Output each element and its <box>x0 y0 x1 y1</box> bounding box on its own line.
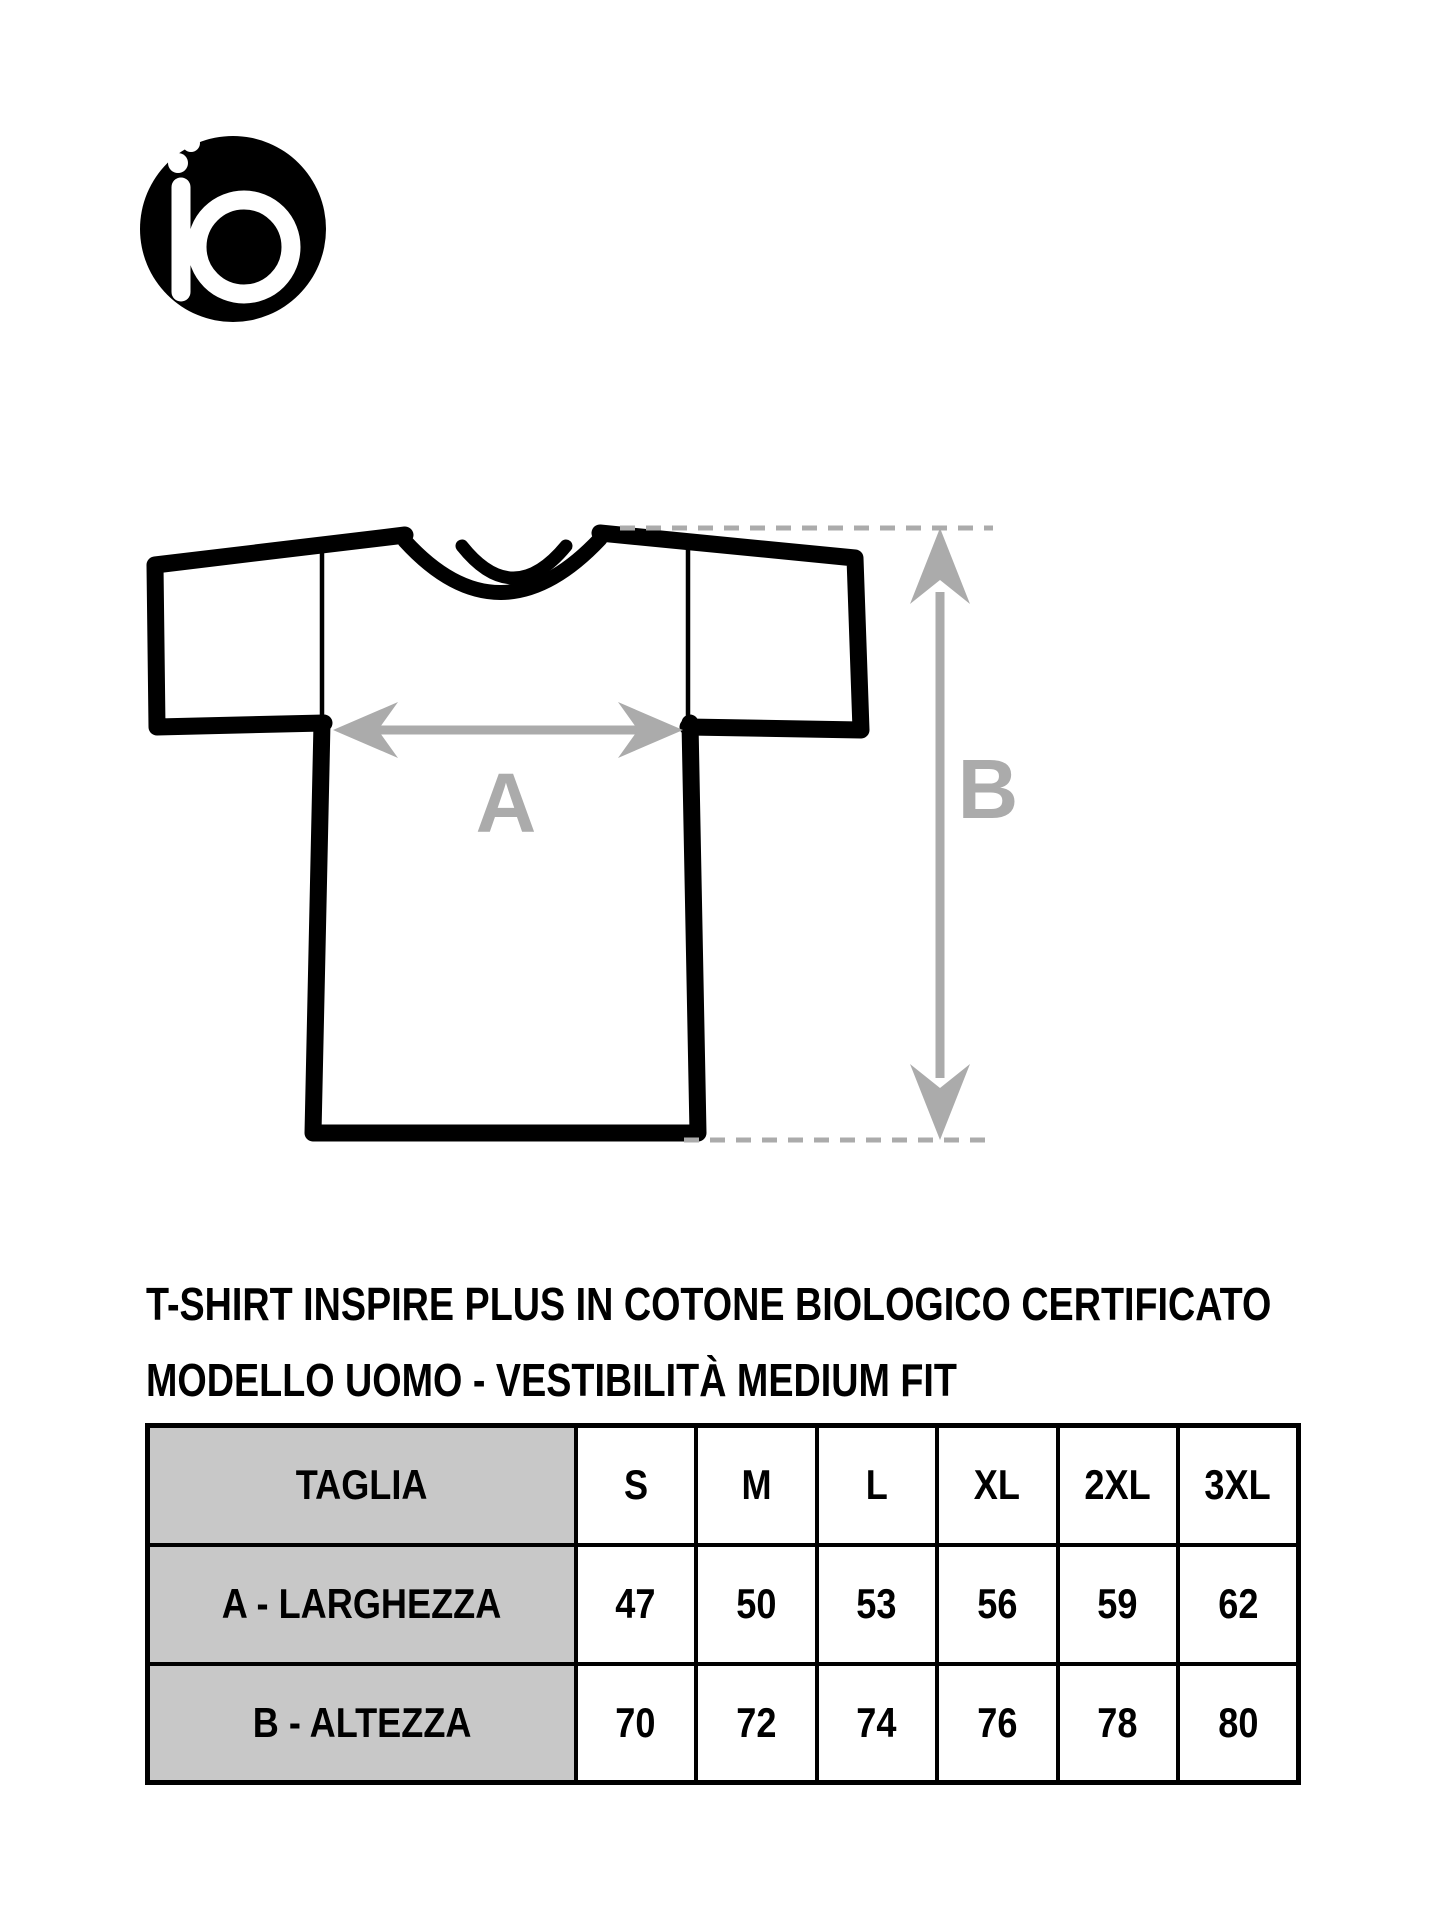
width-value-m: 50 <box>696 1545 817 1664</box>
height-value-3xl: 80 <box>1178 1664 1299 1783</box>
tshirt-left-sleeve-outline <box>155 535 405 727</box>
height-value-s: 70 <box>576 1664 697 1783</box>
size-col-s: S <box>576 1426 697 1545</box>
tshirt-right-sleeve-outline <box>600 533 861 730</box>
logo-b-dot <box>168 153 188 173</box>
height-value-m: 72 <box>696 1664 817 1783</box>
brand-b-logo-icon <box>138 134 328 324</box>
size-table-header-taglia: TAGLIA <box>148 1426 576 1545</box>
size-col-2xl: 2XL <box>1058 1426 1179 1545</box>
width-measure-label: A <box>475 756 537 850</box>
product-title-line-1: T-SHIRT INSPIRE PLUS IN COTONE BIOLOGICO CERTIFICATO <box>146 1278 1272 1330</box>
size-col-3xl: 3XL <box>1178 1426 1299 1545</box>
size-table <box>145 1423 1301 1785</box>
width-value-2xl: 59 <box>1058 1545 1179 1664</box>
size-col-m: M <box>696 1426 817 1545</box>
size-table-header-row <box>148 1426 1299 1545</box>
width-value-l: 53 <box>817 1545 938 1664</box>
table-row-height <box>148 1664 1299 1783</box>
product-title-line-2: MODELLO UOMO - VESTIBILITÀ MEDIUM FIT <box>146 1354 957 1406</box>
logo-edge-notch <box>182 134 200 152</box>
height-value-xl: 76 <box>937 1664 1058 1783</box>
brand-logo <box>138 134 328 324</box>
width-value-s: 47 <box>576 1545 697 1664</box>
row-label-altezza: B - ALTEZZA <box>148 1664 576 1783</box>
height-measure-label: B <box>957 742 1019 836</box>
width-value-3xl: 62 <box>1178 1545 1299 1664</box>
tshirt-measurement-diagram <box>100 480 1020 1180</box>
row-label-larghezza: A - LARGHEZZA <box>148 1545 576 1664</box>
width-value-xl: 56 <box>937 1545 1058 1664</box>
height-value-2xl: 78 <box>1058 1664 1179 1783</box>
product-title <box>146 1266 1346 1418</box>
size-col-xl: XL <box>937 1426 1058 1545</box>
size-col-l: L <box>817 1426 938 1545</box>
height-value-l: 74 <box>817 1664 938 1783</box>
table-row-width <box>148 1545 1299 1664</box>
